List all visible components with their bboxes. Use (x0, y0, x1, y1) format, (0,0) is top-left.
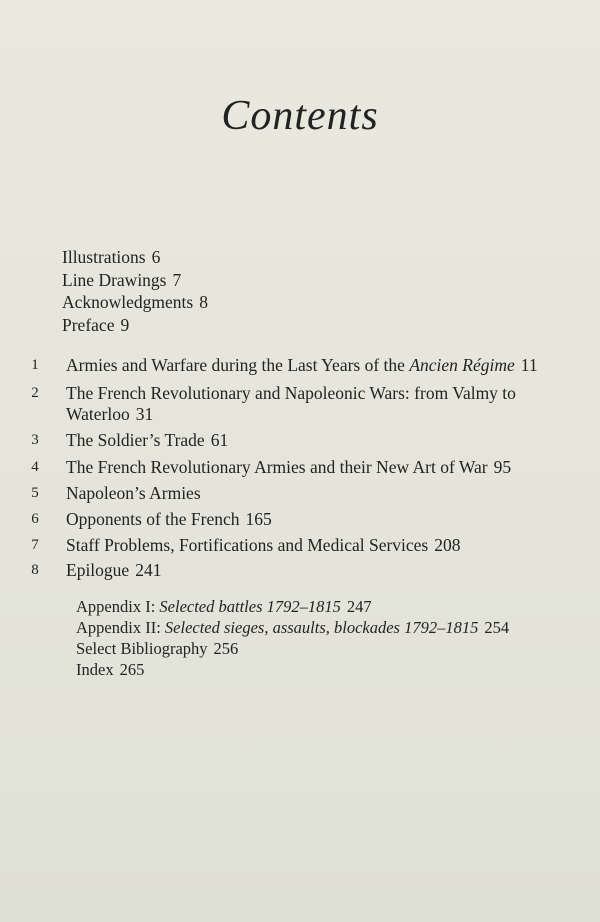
chapter-number: 2 (31, 385, 39, 401)
chapter-page: 95 (493, 457, 512, 477)
chapter-title (66, 509, 596, 530)
page-title: Contents (221, 93, 379, 139)
chapter-title-text: Epilogue (66, 560, 130, 580)
back-matter-item (76, 617, 509, 638)
chapter-page: 11 (520, 355, 538, 375)
chapter-title-text: The French Revolutionary Armies and their New Art of War (66, 457, 488, 477)
front-matter-page: 9 (120, 314, 130, 335)
chapter-page: 208 (434, 535, 461, 555)
chapter-page: 241 (135, 560, 162, 580)
chapter-title (66, 483, 596, 504)
chapter-page: 61 (210, 430, 229, 450)
back-matter-item (76, 659, 509, 680)
chapter-number: 6 (31, 511, 39, 527)
chapter-title-text: Napoleon’s Armies (66, 483, 201, 503)
chapter-number: 7 (31, 537, 39, 553)
front-matter-item (62, 269, 208, 292)
back-matter-list (76, 596, 509, 680)
back-matter-item (76, 596, 509, 617)
front-matter-page: 7 (172, 269, 182, 290)
front-matter-item (62, 314, 208, 337)
chapter-title (66, 383, 596, 425)
chapter-title-text: Opponents of the French (66, 509, 240, 529)
chapter-title (66, 355, 596, 376)
front-matter-label: Illustrations (62, 247, 146, 267)
back-matter-label: Index (76, 660, 114, 679)
back-matter-label: Select Bibliography (76, 639, 208, 658)
chapter-page: 31 (135, 404, 154, 424)
back-matter-label: Appendix II: (76, 618, 165, 637)
chapter-title-text: Staff Problems, Fortifications and Medical Services (66, 535, 429, 555)
chapter-title (66, 560, 596, 581)
back-matter-item (76, 638, 509, 659)
back-matter-page: 265 (119, 660, 145, 679)
chapter-title-italic: Ancien Régime (409, 355, 515, 375)
chapter-page: 165 (245, 509, 272, 529)
chapter-number: 5 (31, 485, 39, 501)
front-matter-label: Acknowledgments (62, 292, 194, 312)
chapter-number: 3 (31, 432, 39, 448)
back-matter-italic: Selected sieges, assaults, blockades 1792–1815 (164, 618, 479, 637)
chapter-title (66, 457, 596, 478)
chapter-title (66, 535, 596, 556)
chapter-title (66, 430, 596, 451)
front-matter-page: 6 (151, 247, 161, 267)
front-matter-item (62, 291, 208, 314)
back-matter-page: 254 (484, 618, 510, 637)
back-matter-italic: Selected battles 1792–1815 (159, 597, 341, 616)
front-matter-item (62, 246, 208, 269)
back-matter-page: 256 (213, 639, 239, 658)
chapter-number: 1 (31, 357, 39, 373)
front-matter-page: 8 (199, 292, 208, 312)
chapter-title-text: The French Revolutionary and Napoleonic Wars: from Valmy to (66, 383, 516, 403)
chapter-number: 8 (31, 562, 39, 578)
chapter-number: 4 (31, 459, 39, 475)
front-matter-label: Preface (62, 314, 115, 335)
chapter-title-text: Armies and Warfare during the Last Years of the (66, 355, 410, 375)
front-matter-list (62, 246, 208, 336)
front-matter-label: Line Drawings (62, 269, 167, 290)
back-matter-page: 247 (346, 597, 372, 616)
chapter-title-text: The Soldier’s Trade (66, 430, 205, 450)
chapter-title-line2: Waterloo (66, 404, 130, 424)
back-matter-label: Appendix I: (76, 597, 160, 616)
